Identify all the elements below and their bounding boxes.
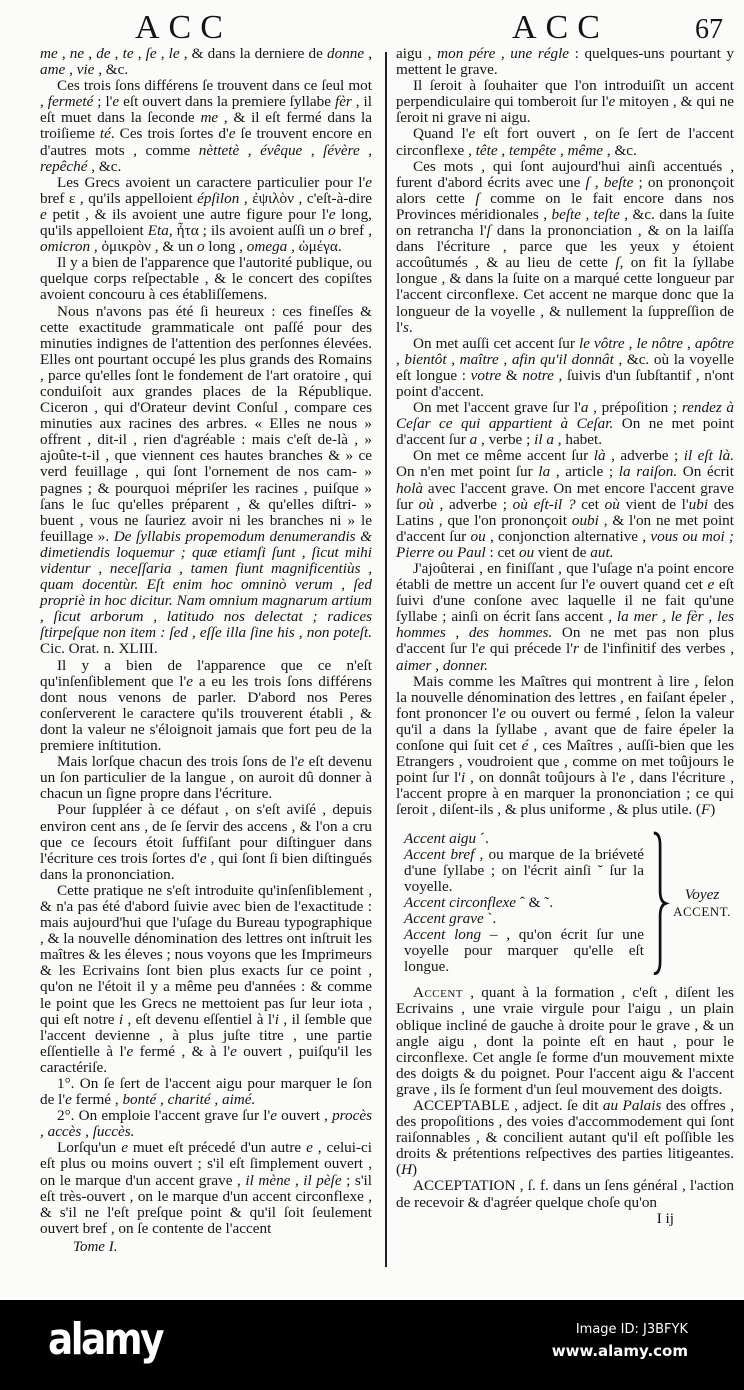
text-run: , dans l'écriture , l'accent propre à en marquer la prononciation ; ce qui ſeroit , diſent-ils , & plus uniforme , & plus utile. (	[396, 769, 734, 819]
text-run: des Latins , que l'on prononçoit	[396, 495, 735, 529]
italic-run: e	[230, 1042, 237, 1060]
text-run: cet	[575, 495, 605, 513]
text-run: Ces mots , qui ſont aujourd'hui ainſi accentués , furent d'abord écrits avec une	[396, 157, 734, 191]
text-run: Nous n'avons pas été ſi heureux : ces fineſſes & cette exactitude grammaticale ont paſſé pour des minuties indignes de l'attention des perſonnes élevées. Elles ont pourtant occupé les plus grands des Romains , parce qu'elles ſont le fondement de l'art oratoire , qui conduiſoit aux grandes places de la République. Ciceron , qui d'Orateur devint Conſul , compare ces minuties aux racines des arbres. « Elles ne nous » offrent , dit-il , rien d'agréable : mais c'eſt de-là , » ajoûte-t-il , que viennent ces hautes branches & » ce verd feuillage , qui ſont l'ornement de nos cam- » pagnes ; & pourquoi mépriſer les racines , puiſque » ſans le ſuc qu'elles préparent , & qu'elles diſtri- » buent , vous ne ſauriez avoir ni les branches ni » le feuillage ».	[40, 302, 372, 545]
text-run: On met l'accent grave ſur l'	[413, 399, 581, 417]
paragraph	[40, 802, 372, 882]
paragraph	[40, 304, 372, 658]
italic-run: e	[306, 1139, 313, 1157]
text-run: aigu ,	[396, 45, 438, 62]
text-run: petit , & ils avoient une autre figure pour l'	[46, 205, 329, 223]
italic-run: i	[460, 769, 466, 787]
text-run: , adverbe ;	[605, 447, 684, 465]
italic-run: ou	[470, 527, 486, 545]
text-run: On met auſſi cet accent ſur	[413, 334, 579, 352]
text-run: ACCEPTABLE , adject. ſe dit	[413, 1097, 603, 1114]
left-paragraphs	[40, 46, 372, 1237]
italic-run: ou	[519, 543, 535, 561]
text-run: bref ε , qu'ils appelloient	[40, 189, 198, 207]
italic-run: e	[618, 769, 626, 787]
italic-run: té	[99, 125, 111, 143]
text-run: 1°. On ſe ſert de l'accent aigu pour marquer le ſon de l'	[40, 1075, 372, 1109]
right-column	[396, 46, 734, 1227]
italic-run: é	[521, 737, 529, 755]
see-also	[670, 886, 734, 920]
text-run: a eu les trois ſons différens dont nous venons de parler. D'abord nos Peres conſerverent le caractere qu'ils trouverent établi , & dont la valeur ne s'éloignoit jamais que fort peu de la premiere inſtitution.	[40, 672, 372, 755]
italic-run: ubi	[688, 495, 709, 513]
italic-run: o	[328, 222, 336, 240]
text-run: Mais comme les Maîtres qui montrent à lire , ſelon la nouvelle dénomination des lettres , en faiſant épeler , font prononcer l'	[396, 672, 734, 722]
italic-run: o	[196, 238, 205, 256]
text-run: ouvert , puiſqu'il les caractériſe.	[40, 1042, 372, 1076]
italic-run: ſévère	[323, 141, 360, 159]
italic-run: Eta	[147, 222, 169, 240]
text-run: , il ſemble que l'accent devienne , à plus juſte titre , une partie eſſentielle à l'	[40, 1010, 372, 1060]
italic-run: évêque	[260, 141, 303, 159]
text-run: Il y a bien de l'apparence que ce n'eſt qu'inſenſiblement que l'	[40, 656, 372, 690]
text-run: , ou marque de la briéveté d'une ſyllabe ; on l'écrit ainſi ˘ ſur la voyelle.	[404, 845, 644, 895]
italic-run: e	[707, 576, 715, 594]
text-run: , & l'on ne met point d'accent ſur	[396, 511, 734, 545]
italic-run: De ſyllabis propemodum denumerandis & dimetiendis loquemur ; quæ etiamſi ſunt , ſicut mihi videntur , neceſſaria , tamen fiunt magnificentiùs , quam docentùr. Eſt enim hoc omninò verum , ſed propriè in hoc dicitur. Nam omnium magnarum artium , ſicut arborum , latitudo nos delectat ; radices ſtirpeſque non item : ſed , eſſe illa ſine his , non poteſt.	[40, 527, 372, 642]
italic-run: ame	[40, 61, 66, 79]
italic-run: e	[608, 93, 616, 111]
italic-run: ſ	[486, 222, 491, 240]
italic-run: a	[580, 399, 589, 417]
text-run: ,	[65, 61, 77, 79]
italic-run: le	[168, 45, 180, 62]
italic-run: Accent aigu	[404, 829, 477, 847]
paragraph	[40, 658, 372, 755]
text-run: ˋ.	[483, 909, 497, 927]
italic-run: e	[126, 1042, 134, 1060]
text-run: Il y a bien de l'apparence que l'autorité publique, ou quelque corps reſpectable , & le concert des copiſtes avoient concouru à ces établiſſemens.	[40, 254, 372, 304]
text-run: ,	[589, 173, 604, 191]
italic-run: e	[588, 576, 596, 594]
italic-run: e	[112, 93, 120, 111]
text-run: – , qu'on écrit ſur une voyelle pour marquer qu'elle eſt longue.	[404, 926, 644, 976]
text-run: , &c.	[94, 61, 129, 79]
paragraph	[396, 78, 734, 126]
italic-run: vie	[76, 61, 95, 79]
text-run: ,	[239, 141, 261, 159]
text-run: Il ſeroit à ſouhaiter que l'on introduiſît un accent perpendiculaire qui tomberoit ſur l'	[396, 77, 734, 111]
text-run: , conjonction alternative ,	[485, 527, 651, 545]
text-run: muet eſt précedé d'un autre	[127, 1139, 307, 1157]
italic-run: i	[118, 1010, 124, 1028]
paragraph	[396, 1098, 734, 1178]
text-run: , ὀμικρὸν , & un	[90, 238, 197, 256]
paragraph	[40, 1140, 372, 1237]
text-run: .	[408, 318, 413, 336]
paragraph	[40, 255, 372, 303]
text-run: Les Grecs avoient un caractere particulier pour l'	[57, 173, 366, 191]
italic-run: e	[468, 125, 476, 143]
text-run: On écrit	[677, 463, 734, 481]
text-run: ,	[359, 141, 373, 159]
italic-run: il eſt là.	[683, 447, 734, 465]
text-run: ou ouvert ou fermé , ſelon la valeur qu'il a dans la ſyllabe , avant que de faire épeler la conſone qui ſuit cet	[396, 704, 734, 755]
text-run: ; on prononçoit alors cette	[396, 173, 735, 207]
italic-run: me	[40, 45, 58, 62]
italic-run: mon pére , une régle	[437, 45, 570, 62]
text-run: J'ajoûterai , en finiſſant , que l'uſage n'a point encore établi de mettre un accent ſur l'	[396, 560, 734, 594]
italic-run: où	[418, 495, 434, 513]
paragraph	[404, 895, 644, 911]
page-number: 67	[695, 14, 723, 45]
text-run: eſt fort ouvert , on ſe ſert de l'accent circonflexe ,	[396, 125, 734, 159]
text-run: de l'infinitif des verbes ,	[578, 640, 734, 658]
italic-run: au Palais	[602, 1097, 662, 1114]
paragraph	[40, 883, 372, 1076]
text-run: mitoyen , & qui ne ſeroit ni grave ni aigu.	[396, 93, 734, 127]
text-run: , adverbe ;	[433, 495, 513, 513]
text-run: , ἦτα ; ils avoient auſſi un	[168, 222, 329, 240]
text-run: Pour ſuppléer à ce défaut , on s'eſt aviſé , depuis environ cent ans , de ſe ſervir des accens , & l'on a cru que ce ſecours étoit ſuffiſant pour diſtinguer dans l'écriture ces trois ſortes d'	[40, 801, 372, 867]
see-also-voyez: Voyez	[684, 885, 720, 903]
italic-run: où	[604, 495, 620, 513]
italic-run: tête , tempête , même	[475, 141, 604, 159]
text-run: , &c.	[603, 141, 637, 159]
italic-run: e	[270, 1107, 277, 1125]
text-run: 2°. On emploie l'accent grave ſur l'	[57, 1107, 271, 1125]
italic-run: e	[328, 205, 336, 223]
text-run: On ne met pas non plus d'accent ſur l'	[396, 624, 735, 658]
italic-run: il a	[534, 431, 554, 449]
italic-run: H	[401, 1161, 413, 1179]
text-run: . Ces trois ſortes d'	[110, 125, 229, 143]
italic-run: e	[65, 1091, 72, 1109]
italic-run: notre	[522, 366, 554, 384]
paragraph	[40, 1108, 372, 1140]
text-run: fermé ,	[71, 1091, 123, 1109]
paragraph	[40, 46, 372, 78]
italic-run: il mène , il pèſe	[245, 1171, 342, 1189]
italic-run: e	[121, 1139, 128, 1157]
text-run: ,	[110, 45, 123, 62]
paragraph	[40, 175, 372, 255]
text-run: )	[710, 801, 716, 819]
text-run: , ſuivis d'un ſubſtantif , n'ont point d'accent.	[396, 366, 734, 400]
text-run: Lorſqu'un	[57, 1139, 122, 1157]
text-run: , & dans la derniere de	[179, 45, 328, 62]
text-run: ,	[302, 141, 324, 159]
paragraph	[396, 126, 734, 158]
text-run: , &c. où la voyelle eſt longue :	[396, 350, 734, 384]
italic-run: e	[478, 640, 486, 658]
paragraph	[396, 400, 734, 448]
text-run: : cet	[485, 543, 520, 561]
italic-run: s	[402, 318, 409, 336]
accent-list	[396, 831, 644, 976]
text-run: eſt ouvert dans la premiere ſyllabe	[119, 93, 335, 111]
italic-run: de	[96, 45, 111, 62]
text-run: On n'en met point ſur	[396, 463, 539, 481]
text-run: &	[501, 366, 523, 384]
italic-run: e	[40, 205, 47, 223]
italic-run: ne	[69, 45, 85, 62]
curly-brace-icon	[652, 831, 670, 976]
text-run: On ne met point d'accent ſur	[396, 415, 734, 449]
image-id: Image ID: J3BFYK	[575, 1322, 688, 1337]
text-run: , article ;	[550, 463, 619, 481]
paragraph	[40, 1076, 372, 1108]
italic-run: me	[200, 109, 219, 127]
paragraph	[396, 985, 734, 1098]
text-run: On met ce même accent ſur	[413, 447, 594, 465]
text-run: ACCEPTATION , ſ. f. dans un ſens général , l'action de recevoir & d'agréer quelque choſe qu'on	[396, 1177, 734, 1211]
italic-run: aimer , donner.	[396, 656, 488, 674]
paragraph	[404, 927, 644, 975]
text-run: Ces trois ſons différens ſe trouvent dans ce ſeul mot ,	[40, 77, 372, 111]
text-run: ,	[57, 45, 70, 62]
italic-run: e	[186, 672, 193, 690]
paragraph	[396, 1178, 734, 1210]
text-run: vient de l'	[619, 495, 689, 513]
text-run: ſe trouvent encore en d'autres mots , comme	[40, 125, 372, 159]
text-run: , celui-ci eſt plus ou moins ouvert ; s'il eſt ſimplement ouvert , on le marque d'un accent grave ,	[40, 1139, 372, 1189]
text-run: , il eſt muet dans la ſeconde	[40, 93, 372, 127]
text-run: , ἐψιλὸν , c'eſt-à-dire	[239, 189, 372, 207]
italic-run: e	[365, 173, 372, 191]
text-run: long ,	[204, 238, 247, 256]
small-caps-run: Accent	[413, 984, 464, 1002]
running-head-right: ACC	[512, 9, 609, 46]
paragraph	[404, 911, 644, 927]
text-run: , quant à la formation , c'eſt , diſent les Ecrivains , une vraie virgule pour l'aigu , un plain oblique incliné de gauche à droite pour le grave , & un angle aigu , dont la pointe eſt en haut , pour le circonflexe. Cet angle ſe forme d'un mouvement mixte des doigts & du poignet. Pour l'accent aigu & l'accent grave , ils ſe forment d'un ſeul mouvement des doigts.	[396, 984, 734, 1098]
text-run: , habet.	[553, 431, 603, 449]
left-column	[40, 46, 372, 1255]
text-run: avec l'accent grave. On met encore l'accent grave ſur	[396, 479, 734, 513]
running-head-left: ACC	[135, 9, 232, 46]
text-run: eſt devenu un ſon particulier de la langue , on auroit dû donner à chacun un ſigne propre dans l'écriture.	[40, 753, 372, 803]
italic-run: Accent long	[404, 926, 482, 944]
italic-run: oubi	[571, 511, 599, 529]
text-run: eſt ſuivi d'une conſone avec laquelle il ne fait qu'une ſyllabe ; ainſi on écrit ſans accent ,	[396, 576, 735, 626]
italic-run: fermeté	[47, 93, 94, 111]
watermark-url: www.alamy.com	[551, 1342, 688, 1360]
paragraph	[404, 847, 644, 895]
text-run: , &c. dans la ſuite on retrancha l'	[396, 205, 734, 240]
italic-run: Accent bref	[404, 845, 475, 863]
italic-run: e	[499, 704, 506, 722]
italic-run: la raiſon.	[618, 463, 678, 481]
alamy-logo: alamy	[48, 1314, 162, 1365]
italic-run: fèr	[334, 93, 352, 111]
italic-run: rendez à Ceſar ce qui appartient à Ceſar.	[396, 399, 734, 433]
italic-run: Accent grave	[404, 909, 484, 927]
italic-run: aut.	[590, 543, 614, 561]
italic-run: donne	[327, 45, 365, 62]
text-run: , verbe ;	[477, 431, 535, 449]
accent-list-block	[396, 831, 734, 976]
italic-run: ſe	[145, 45, 157, 62]
text-run: ˊ.	[476, 829, 489, 847]
italic-run: e	[297, 753, 305, 771]
italic-run: F	[700, 801, 711, 819]
paragraph	[396, 448, 734, 561]
italic-run: omega	[246, 238, 288, 256]
column-divider	[385, 52, 387, 1267]
italic-run: là	[593, 447, 606, 465]
italic-run: bonté , charité , aimé.	[122, 1091, 256, 1109]
text-run: : quelques-uns pourtant y mettent le grave.	[396, 45, 734, 79]
text-run: fermé , & à l'	[133, 1042, 231, 1060]
volume-footer: Tome I.	[73, 1238, 118, 1255]
italic-run: te	[122, 45, 134, 62]
italic-run: la	[538, 463, 551, 481]
watermark-band	[0, 1300, 744, 1390]
right-paragraphs-top	[396, 46, 734, 819]
italic-run: le vôtre , le nôtre , apôtre , bientôt , maître , afin qu'il donnât	[396, 334, 734, 368]
italic-run: ſ	[475, 189, 480, 207]
text-run: , on fit la ſyllabe longue , & dans la ſuite on a marqué cette longueur par l'accent circonflexe. Cet accent ne marque donc que la longueur de la voyelle , & nullement la ſuppreſſion de l'	[396, 254, 734, 336]
italic-run: r	[572, 640, 579, 658]
text-run: qui précede l'	[485, 640, 573, 658]
text-run: ˆ & ˜.	[516, 893, 554, 911]
text-run: ; s'il eſt très-ouvert , on le marque d'un accent circonflexe , & s'il ne l'eſt preſque point & qu'il ſoit ſeulement ouvert bref , on ſe contente de l'accent	[40, 1171, 373, 1237]
text-run: bref ,	[335, 222, 373, 240]
text-run: Cic. Orat. n. XLIII.	[40, 640, 158, 658]
text-run: , ces Maîtres , auſſi-bien que les Etrangers , voudroient que , comme on met toûjours le point ſur l'	[396, 737, 734, 787]
see-also-target: ACCENT.	[673, 903, 731, 919]
italic-run: holà	[396, 479, 424, 497]
text-run: ,	[364, 45, 373, 62]
right-paragraphs-bottom	[396, 985, 734, 1210]
paragraph	[40, 754, 372, 802]
text-run: , on donnât toûjours à l'	[465, 769, 619, 787]
text-run: ,	[156, 45, 169, 62]
text-run: )	[412, 1161, 418, 1179]
italic-run: votre	[470, 366, 502, 384]
text-run: dans la prononciation , & on la laiſſa dans l'écriture , parce que les yeux y étoient accoûtumés , & au lieu de cette	[396, 222, 734, 272]
italic-run: e	[199, 849, 207, 867]
paragraph	[396, 46, 734, 78]
text-run: ; l'	[93, 93, 113, 111]
signature-mark: I ij	[656, 1209, 674, 1227]
italic-run: i	[274, 1010, 280, 1028]
text-run: ouvert quand cet	[595, 576, 708, 594]
text-run: des offres , des propoſitions , des voies d'accommodement qui ſont raiſonnables , & concilient autant qu'il eſt poſſible les droits & prétentions reſpectives des parties litigeantes. (	[396, 1097, 734, 1179]
text-run: ouvert ,	[276, 1107, 333, 1125]
text-run: comme on le fait encore dans nos Provinces méridionales ,	[396, 189, 735, 223]
italic-run: beſte	[603, 173, 634, 191]
text-run: , ὠμέγα.	[287, 238, 342, 256]
paragraph	[396, 159, 734, 336]
italic-run: a	[469, 431, 478, 449]
italic-run: omicron	[40, 238, 91, 256]
text-run: ,	[84, 45, 97, 62]
text-run: , &c.	[87, 157, 122, 175]
italic-run: vous ou moi ; Pierre ou Paul	[396, 527, 734, 561]
italic-run: Accent circonflexe	[404, 893, 517, 911]
text-run: , prépoſition ;	[588, 399, 682, 417]
italic-run: nèttetè	[198, 141, 240, 159]
italic-run: procès , accès , ſuccès.	[40, 1107, 372, 1141]
text-run: Mais lorſque chacun des trois ſons de l'	[57, 753, 298, 771]
italic-run: la mer , le fèr , les hommes , des hommes.	[396, 608, 734, 642]
italic-run: ſ	[585, 173, 590, 191]
text-run: , qui ſont ſi bien diſtingués dans la prononciation.	[40, 849, 372, 883]
text-run: long, qu'ils appelloient	[40, 205, 372, 240]
italic-run: repêché	[40, 157, 88, 175]
italic-run: ſ	[615, 254, 620, 272]
text-run: Quand l'	[413, 125, 469, 143]
paragraph	[396, 561, 734, 674]
text-run: , & il eſt fermé dans la troiſieme	[40, 109, 372, 143]
italic-run: épſilon	[197, 189, 240, 207]
paragraph	[396, 674, 734, 819]
paragraph	[404, 831, 644, 847]
text-run: Cette pratique ne s'eſt introduite qu'inſenſiblement , & n'a pas été d'abord ſuivie avec bien de l'exactitude : mais aujourd'hui que l'uſage du Bureau typographique , & la nouvelle dénomination des lettres ont inſtruit les maîtres & les éleves ; nous voyons que les Imprimeurs & les Ecrivains ſont bien plus exacts ſur ce point , qu'on ne l'étoit il y a même peu d'années : & comme le point que les Grecs ne mettoient pas ſur leur iota , qui eſt notre	[40, 881, 372, 1028]
italic-run: beſte , teſte	[551, 205, 620, 223]
text-run: ,	[133, 45, 146, 62]
text-run: , eſt devenu eſſentiel à l'	[123, 1010, 275, 1028]
paragraph	[396, 336, 734, 400]
italic-run: où eſt-il ?	[512, 495, 576, 513]
paragraph	[40, 78, 372, 175]
italic-run: e	[228, 125, 236, 143]
text-run: vient de	[534, 543, 591, 561]
